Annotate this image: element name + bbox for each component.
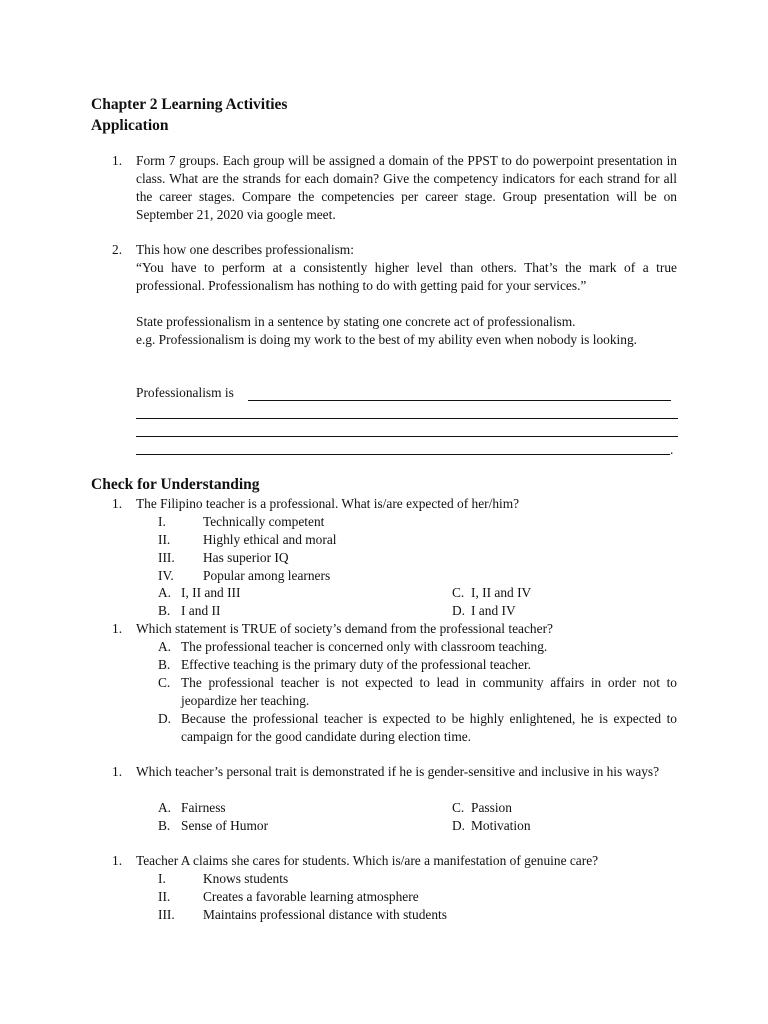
option-letter: A. [158, 585, 172, 600]
question-1-text: The Filipino teacher is a professional. What is/are expected of her/him? [136, 496, 520, 511]
check-heading: Check for Understanding [91, 476, 260, 493]
option-letter: C. [452, 800, 465, 815]
option-a[interactable]: I, II and III [181, 585, 241, 600]
answer-blank-line[interactable] [136, 436, 678, 437]
roman-numeral: I. [158, 514, 166, 529]
roman-numeral: I. [158, 871, 166, 886]
option-letter: B. [158, 603, 171, 618]
roman-numeral: II. [158, 889, 171, 904]
professionalism-instruction: State professionalism in a sentence by stating one concrete act of professionalism. [136, 314, 576, 329]
option-d[interactable]: I and IV [471, 603, 516, 618]
answer-blank-line[interactable] [136, 454, 670, 455]
question-2-text: Which statement is TRUE of society’s demand from the professional teacher? [136, 621, 553, 636]
option-letter: B. [158, 657, 171, 672]
answer-blank-line[interactable] [248, 400, 671, 401]
roman-item-text: Maintains professional distance with students [203, 907, 447, 922]
option-letter: C. [158, 675, 171, 690]
option-letter: D. [158, 711, 172, 726]
question-3-text: Which teacher’s personal trait is demonstrated if he is gender-sensitive and inclusive in his ways? [136, 764, 660, 779]
question-4-text: Teacher A claims she cares for students. Which is/are a manifestation of genuine care? [136, 853, 599, 868]
roman-item-text: Has superior IQ [203, 550, 289, 565]
roman-item-text: Popular among learners [203, 568, 331, 583]
professionalism-quote: “You have to perform at a consistently higher level than others. That’s the mark of a true professional. Professionalism has nothing to do with getting paid for your services.” [136, 260, 677, 293]
answer-blank-line[interactable] [136, 418, 678, 419]
professionalism-intro: This how one describes professionalism: [136, 242, 354, 257]
option-letter: B. [158, 818, 171, 833]
question-number: 1. [112, 853, 123, 868]
option-b[interactable]: I and II [181, 603, 221, 618]
option-d[interactable]: Motivation [471, 818, 531, 833]
option-c[interactable]: I, II and IV [471, 585, 532, 600]
professionalism-prompt: Professionalism is [136, 385, 234, 400]
application-heading: Application [91, 117, 169, 134]
option-b[interactable]: Effective teaching is the primary duty of the professional teacher. [181, 657, 532, 672]
roman-numeral: III. [158, 550, 175, 565]
answer-end-period: . [670, 442, 674, 457]
application-item-number: 1. [112, 153, 123, 168]
question-number: 1. [112, 621, 123, 636]
roman-numeral: IV. [158, 568, 174, 583]
question-number: 1. [112, 496, 123, 511]
professionalism-example: e.g. Professionalism is doing my work to the best of my ability even when nobody is looking. [136, 332, 637, 347]
option-b[interactable]: Sense of Humor [181, 818, 269, 833]
option-a[interactable]: The professional teacher is concerned only with classroom teaching. [181, 639, 548, 654]
application-item-1-text: Form 7 groups. Each group will be assigned a domain of the PPST to do powerpoint presentation in class. What are the strands for each domain? Give the competency indicators for each strand for all the career stages. Compare the competencies per career stage. Group presentation will be on September 21, 2020 via google meet. [136, 153, 677, 222]
question-number: 1. [112, 764, 123, 779]
option-d[interactable]: Because the professional teacher is expected to be highly enlightened, he is expected to campaign for the good candidate during election time. [181, 711, 677, 744]
option-letter: D. [452, 818, 466, 833]
chapter-title: Chapter 2 Learning Activities [91, 96, 288, 113]
application-item-number: 2. [112, 242, 123, 257]
option-letter: C. [452, 585, 465, 600]
option-letter: D. [452, 603, 466, 618]
option-c[interactable]: The professional teacher is not expected to lead in community affairs in order not to jeopardize her teaching. [181, 675, 677, 708]
option-a[interactable]: Fairness [181, 800, 226, 815]
roman-item-text: Technically competent [203, 514, 325, 529]
roman-item-text: Creates a favorable learning atmosphere [203, 889, 419, 904]
roman-numeral: III. [158, 907, 175, 922]
option-letter: A. [158, 639, 172, 654]
option-letter: A. [158, 800, 172, 815]
roman-numeral: II. [158, 532, 171, 547]
roman-item-text: Knows students [203, 871, 289, 886]
roman-item-text: Highly ethical and moral [203, 532, 337, 547]
option-c[interactable]: Passion [471, 800, 512, 815]
